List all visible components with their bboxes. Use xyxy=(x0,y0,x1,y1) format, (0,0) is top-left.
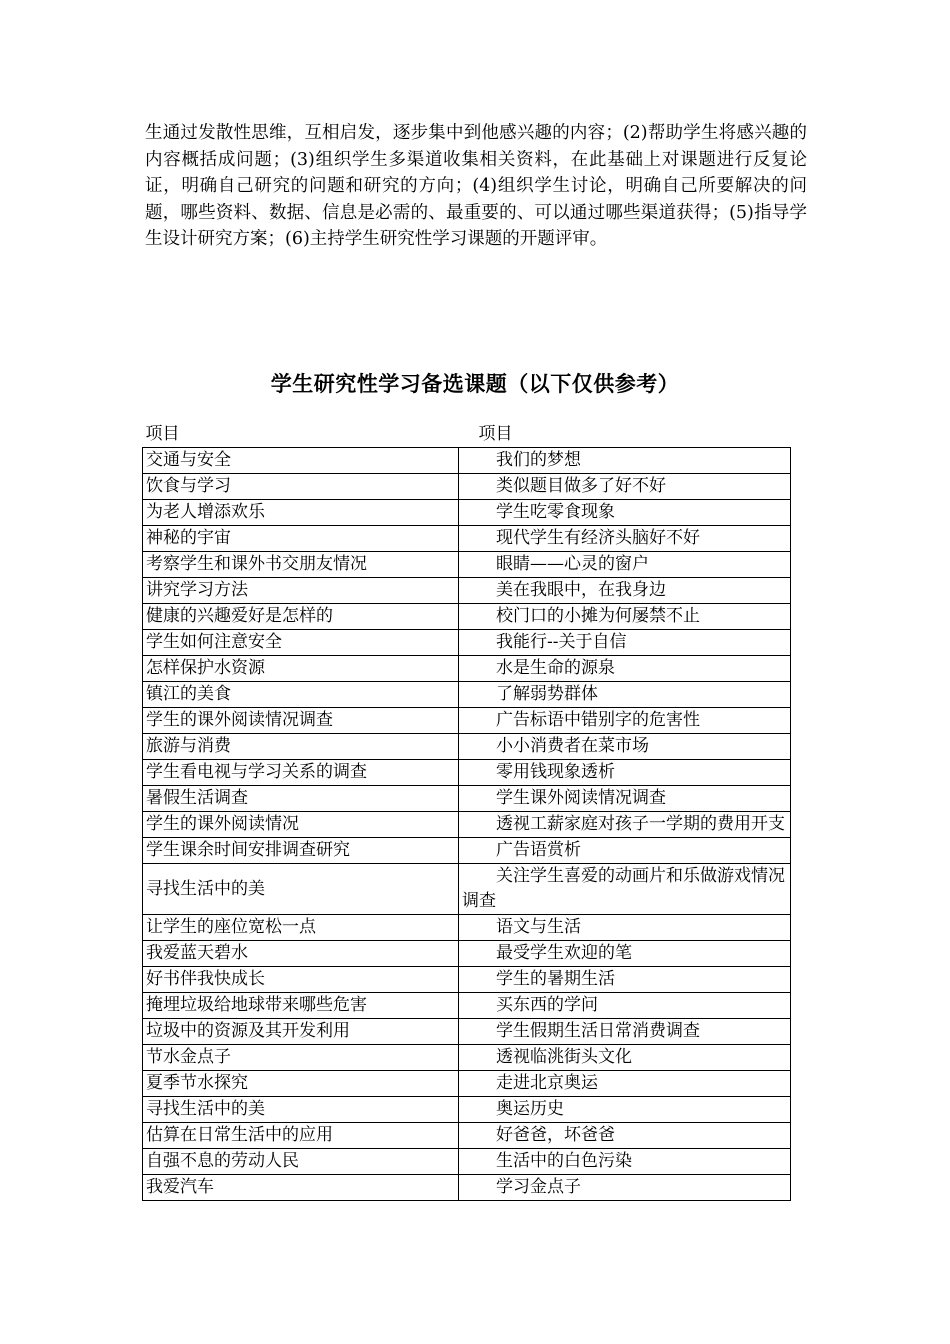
topic-right-cell: 学习金点子 xyxy=(459,1175,791,1201)
topic-right-cell: 奥运历史 xyxy=(459,1097,791,1123)
topic-left-cell: 我爱蓝天碧水 xyxy=(143,941,459,967)
table-row xyxy=(143,993,791,1019)
topic-right-cell: 美在我眼中，在我身边 xyxy=(459,578,791,604)
page-title: 学生研究性学习备选课题（以下仅供参考） xyxy=(270,371,680,396)
topic-left-cell: 学生看电视与学习关系的调查 xyxy=(143,760,459,786)
topic-right-cell: 最受学生欢迎的笔 xyxy=(459,941,791,967)
topic-right-cell: 我们的梦想 xyxy=(459,448,791,474)
topic-left-cell: 健康的兴趣爱好是怎样的 xyxy=(143,604,459,630)
topic-left-cell: 节水金点子 xyxy=(143,1045,459,1071)
topic-right-cell: 校门口的小摊为何屡禁不止 xyxy=(459,604,791,630)
topic-left-cell: 交通与安全 xyxy=(143,448,459,474)
table-row xyxy=(143,604,791,630)
table-row xyxy=(143,1175,791,1201)
table-row xyxy=(143,1123,791,1149)
table-row xyxy=(143,915,791,941)
topic-left-cell: 掩埋垃圾给地球带来哪些危害 xyxy=(143,993,459,1019)
topic-left-cell: 为老人增添欢乐 xyxy=(143,500,459,526)
topic-right-cell: 学生课外阅读情况调查 xyxy=(459,786,791,812)
topic-right-cell: 零用钱现象透析 xyxy=(459,760,791,786)
topic-right-cell: 眼睛——心灵的窗户 xyxy=(459,552,791,578)
table-row xyxy=(143,1097,791,1123)
topic-right-cell: 语文与生活 xyxy=(459,915,791,941)
topic-right-cell: 生活中的白色污染 xyxy=(459,1149,791,1175)
topic-left-cell: 寻找生活中的美 xyxy=(143,864,459,915)
column-header-left: 项目 xyxy=(143,422,459,448)
table-row xyxy=(143,734,791,760)
topic-right-cell: 学生假期生活日常消费调查 xyxy=(459,1019,791,1045)
topic-left-cell: 好书伴我快成长 xyxy=(143,967,459,993)
table-row xyxy=(143,578,791,604)
table-row xyxy=(143,838,791,864)
table-row xyxy=(143,967,791,993)
topic-right-cell: 小小消费者在菜市场 xyxy=(459,734,791,760)
topic-left-cell: 估算在日常生活中的应用 xyxy=(143,1123,459,1149)
topic-left-cell: 神秘的宇宙 xyxy=(143,526,459,552)
table-row xyxy=(143,1149,791,1175)
intro-paragraph: 生通过发散性思维，互相启发，逐步集中到他感兴趣的内容；(2)帮助学生将感兴趣的内容概括成问题；(3)组织学生多渠道收集相关资料，在此基础上对课题进行反复论证，明确自己研究的问题和研究的方向；(4)组织学生讨论，明确自己所要解决的问题，哪些资料、数据、信息是必需的、最重要的、可以通过哪些渠道获得；(5)指导学生设计研究方案；(6)主持学生研究性学习课题的开题评审。 xyxy=(145,123,807,249)
table-row xyxy=(143,864,791,915)
topic-left-cell: 镇江的美食 xyxy=(143,682,459,708)
topic-right-cell: 好爸爸，坏爸爸 xyxy=(459,1123,791,1149)
topic-left-cell: 学生课余时间安排调查研究 xyxy=(143,838,459,864)
topic-left-cell: 垃圾中的资源及其开发利用 xyxy=(143,1019,459,1045)
topic-right-cell: 广告语赏析 xyxy=(459,838,791,864)
table-row xyxy=(143,630,791,656)
topic-left-cell: 旅游与消费 xyxy=(143,734,459,760)
topic-left-cell: 让学生的座位宽松一点 xyxy=(143,915,459,941)
topic-right-cell: 学生吃零食现象 xyxy=(459,500,791,526)
table-row xyxy=(143,786,791,812)
topic-left-cell: 夏季节水探究 xyxy=(143,1071,459,1097)
topics-table xyxy=(142,422,791,1201)
topic-right-cell: 我能行--关于自信 xyxy=(459,630,791,656)
topic-left-cell: 自强不息的劳动人民 xyxy=(143,1149,459,1175)
topic-right-cell: 学生的暑期生活 xyxy=(459,967,791,993)
table-header-row xyxy=(143,422,791,448)
topic-left-cell: 寻找生活中的美 xyxy=(143,1097,459,1123)
topic-left-cell: 学生的课外阅读情况调查 xyxy=(143,708,459,734)
topic-right-cell: 水是生命的源泉 xyxy=(459,656,791,682)
table-row xyxy=(143,1019,791,1045)
topic-right-cell: 广告标语中错别字的危害性 xyxy=(459,708,791,734)
topic-right-cell: 买东西的学问 xyxy=(459,993,791,1019)
topic-left-cell: 我爱汽车 xyxy=(143,1175,459,1201)
table-row xyxy=(143,500,791,526)
topic-left-cell: 讲究学习方法 xyxy=(143,578,459,604)
topic-right-cell: 走进北京奥运 xyxy=(459,1071,791,1097)
topic-left-cell: 暑假生活调查 xyxy=(143,786,459,812)
column-header-right: 项目 xyxy=(459,422,791,448)
topic-right-cell: 类似题目做多了好不好 xyxy=(459,474,791,500)
table-row xyxy=(143,941,791,967)
topic-right-cell: 关注学生喜爱的动画片和乐做游戏情况调查 xyxy=(459,864,791,915)
table-row xyxy=(143,1045,791,1071)
table-row xyxy=(143,708,791,734)
table-row xyxy=(143,448,791,474)
table-row xyxy=(143,1071,791,1097)
table-row xyxy=(143,656,791,682)
table-row xyxy=(143,812,791,838)
topic-right-cell: 透视工薪家庭对孩子一学期的费用开支 xyxy=(459,812,791,838)
topic-right-cell: 了解弱势群体 xyxy=(459,682,791,708)
topic-left-cell: 饮食与学习 xyxy=(143,474,459,500)
table-row xyxy=(143,526,791,552)
table-row xyxy=(143,760,791,786)
table-row xyxy=(143,552,791,578)
topic-left-cell: 考察学生和课外书交朋友情况 xyxy=(143,552,459,578)
topic-left-cell: 学生的课外阅读情况 xyxy=(143,812,459,838)
topic-left-cell: 学生如何注意安全 xyxy=(143,630,459,656)
table-row xyxy=(143,682,791,708)
topic-right-cell: 透视临洮街头文化 xyxy=(459,1045,791,1071)
topic-right-cell: 现代学生有经济头脑好不好 xyxy=(459,526,791,552)
table-row xyxy=(143,474,791,500)
topic-left-cell: 怎样保护水资源 xyxy=(143,656,459,682)
